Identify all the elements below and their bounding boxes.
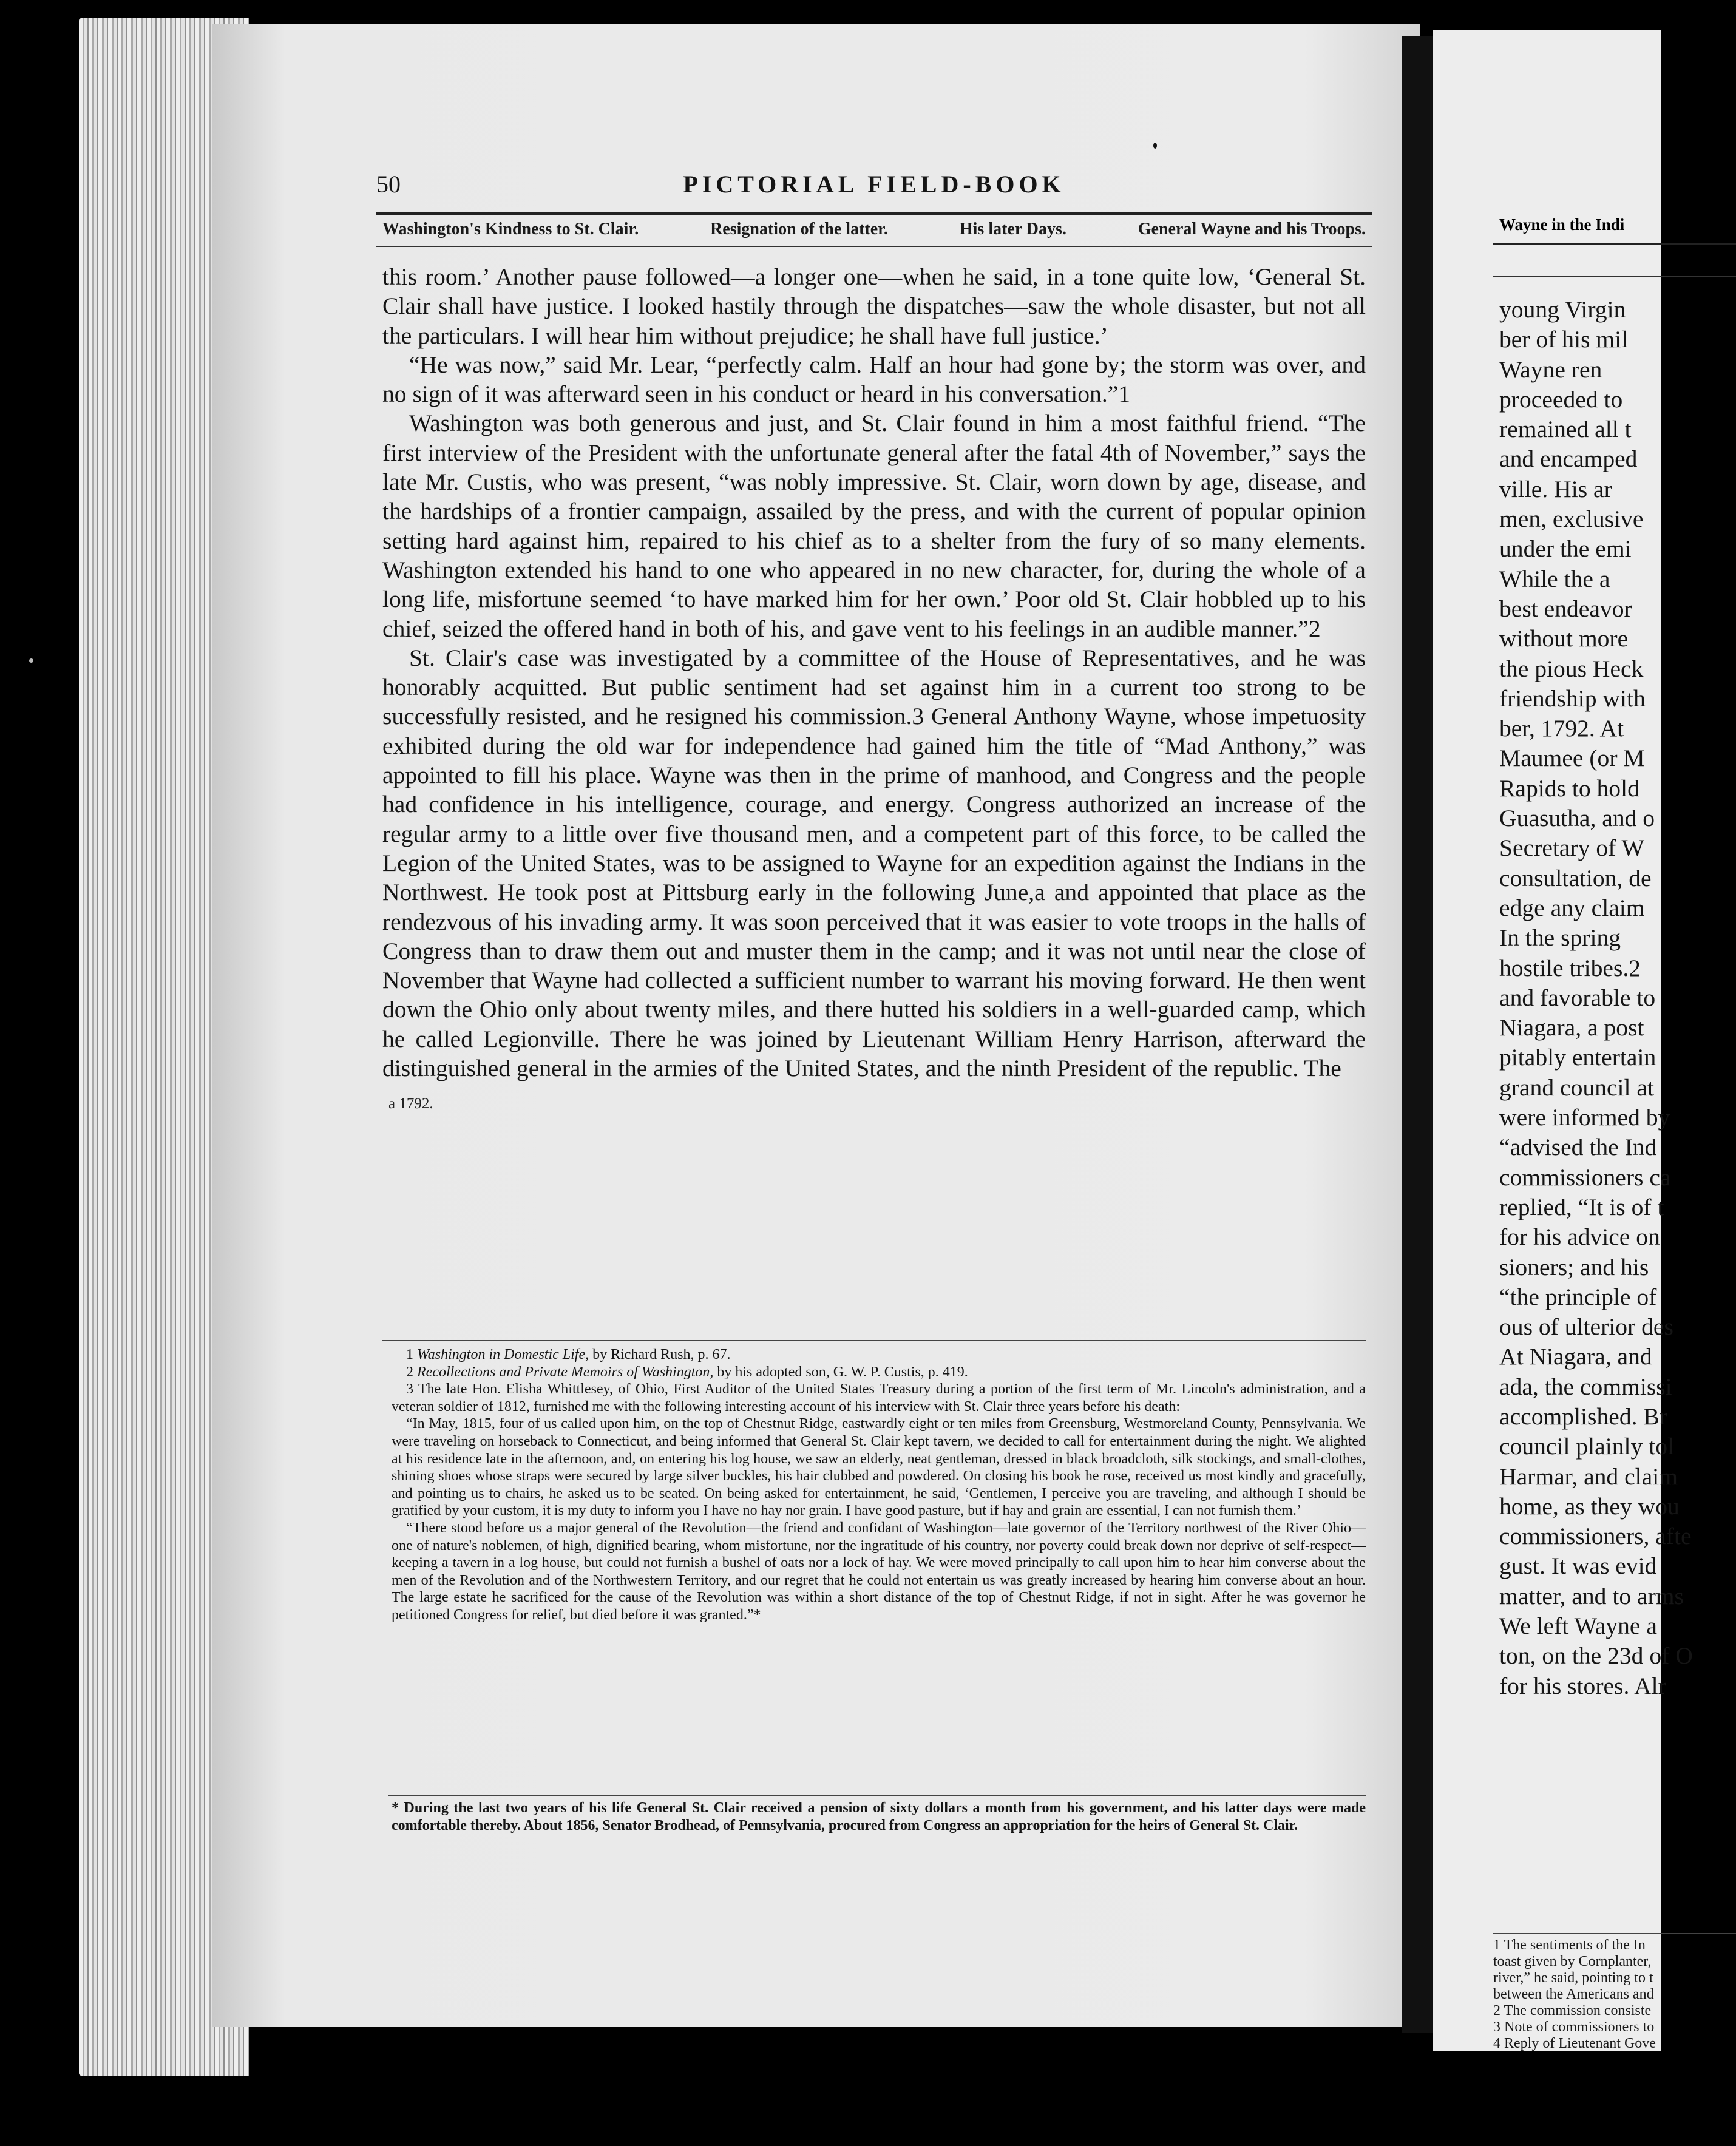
facing-line: hostile tribes.2 <box>1499 954 1641 981</box>
facing-line: friendship with <box>1499 685 1646 712</box>
facing-line: Harmar, and claim <box>1499 1463 1678 1490</box>
facing-line: edge any claim <box>1499 894 1645 921</box>
facing-footnote-rule <box>1493 1933 1736 1934</box>
facing-footnote-line: toast given by Cornplanter, <box>1493 1954 1652 1969</box>
topic-2: Resignation of the latter. <box>710 220 888 239</box>
facing-line: for his stores. Alr <box>1499 1672 1666 1699</box>
facing-page-footnotes <box>1493 1937 1656 2052</box>
facing-line: grand council at <box>1499 1074 1654 1101</box>
footnote-3: 3 The late Hon. Elisha Whittlesey, of Ohio, First Auditor of the United States Treasury during a portion of the first term of Mr. Lincoln's administration, and a veteran soldier of 1812, furnished me with the following interesting account of his interview with St. Clair three years before his death: <box>392 1381 1366 1415</box>
facing-line: While the a <box>1499 565 1610 592</box>
facing-line: ville. His ar <box>1499 475 1612 503</box>
facing-header-rule-bottom <box>1493 276 1736 277</box>
facing-line: In the spring <box>1499 924 1621 952</box>
body-text <box>382 262 1366 1083</box>
facing-line: Maumee (or M <box>1499 745 1645 772</box>
facing-line: commissioners, afte <box>1499 1523 1692 1550</box>
facing-line: Rapids to hold <box>1499 774 1639 802</box>
facing-page <box>1433 30 1693 2051</box>
paragraph-3: Washington was both generous and just, and St. Clair found in him a most faithful friend. “The first interview of the President with the unfortunate general after the fatal 4th of November,” says the late Mr. Custis, who was present, “was nobly impressive. St. Clair, worn down by age, disease, and the hardships of a frontier campaign, assailed by the press, and with the current of popular opinion setting hard against him, repaired to his chief as to a shelter from the fury of so many elements. Washington extended his hand to one who appeared in no new character, for, during the whole of a long life, misfortune seemed ‘to have marked him for her own.’ Poor old St. Clair hobbled up to his chief, seized the offered hand in both of his, and gave vent to his feelings in an audible manner.”2 <box>382 410 1366 642</box>
facing-line: Wayne ren <box>1499 356 1602 383</box>
facing-line: ous of ulterior des <box>1499 1313 1673 1341</box>
facing-page-text <box>1499 295 1693 1701</box>
topic-4: General Wayne and his Troops. <box>1138 220 1366 239</box>
facing-line: sioners; and his <box>1499 1253 1649 1281</box>
facing-line: remained all t <box>1499 416 1632 443</box>
scan-speck <box>1153 143 1157 149</box>
page-number: 50 <box>376 171 401 198</box>
facing-line: Guasutha, and o <box>1499 805 1655 832</box>
facing-line: accomplished. Br <box>1499 1403 1667 1430</box>
facing-footnote-line: 2 The commission consiste <box>1493 2003 1652 2019</box>
facing-line: and favorable to <box>1499 984 1656 1011</box>
facing-line: ada, the commissi <box>1499 1373 1672 1400</box>
facing-line: Niagara, a post <box>1499 1014 1644 1041</box>
facing-line: ber, 1792. At <box>1499 715 1624 742</box>
facing-line: proceeded to <box>1499 385 1623 413</box>
facing-page-topic: Wayne in the Indi <box>1499 215 1625 234</box>
facing-line: men, exclusive <box>1499 506 1644 533</box>
facing-line: Secretary of W <box>1499 834 1644 862</box>
facing-line: At Niagara, and <box>1499 1343 1652 1370</box>
margin-date-note: a 1792. <box>388 1095 433 1112</box>
facing-line: gust. It was evid <box>1499 1552 1657 1580</box>
facing-line: consultation, de <box>1499 864 1652 892</box>
header-rule-bottom <box>376 246 1372 247</box>
paragraph-4: St. Clair's case was investigated by a committee of the House of Representatives, and he was honorably acquitted. But public sentiment had set against him in a current too strong to be successfully resisted, and he resigned his commission.3 General Anthony Wayne, whose impetuosity exhibited during the old war for independence had gained him the title of “Mad Anthony,” was appointed to fill his place. Wayne was then in the prime of manhood, and Congress and the people had confidence in his intelligence, courage, and energy. Congress authorized an increase of the regular army to a little over five thousand men, and a competent part of this force, to be called the Legion of the United States, was to be assigned to Wayne for an expedition against the Indians in the Northwest. He took post at Pittsburg early in the following June,a and appointed that place as the rendezvous of his invading army. It was soon perceived that it was easier to vote troops in the halls of Congress than to draw them out and muster them in the camp; and it was not until near the close of November that Wayne had collected a sufficient number to warrant his moving forward. He then went down the Ohio only about twenty miles, and there hutted his soldiers in a well-guarded camp, which he called Legionville. There he was joined by Lieutenant William Henry Harrison, afterward the distinguished general in the armies of the United States, and the ninth President of the republic. The <box>382 644 1366 1082</box>
facing-line: council plainly tol <box>1499 1433 1674 1460</box>
paragraph-1: this room.’ Another pause followed—a longer one—when he said, in a tone quite low, ‘General St. Clair shall have justice. I looked hastily through the dispatches—saw the whole disaster, but not all the particulars. I will hear him without prejudice; he shall have full justice.’ <box>382 263 1366 349</box>
facing-line: “advised the Ind <box>1499 1134 1657 1161</box>
sub-footnote-rule <box>388 1795 1366 1796</box>
facing-line: replied, “It is of t <box>1499 1193 1664 1220</box>
facing-line: and encamped <box>1499 445 1638 473</box>
header-rule-top <box>376 212 1372 215</box>
facing-footnote-line: between the Americans and <box>1493 1986 1654 2002</box>
topic-3: His later Days. <box>959 220 1066 239</box>
facing-line: commissioners ca <box>1499 1163 1671 1191</box>
topic-1: Washington's Kindness to St. Clair. <box>382 220 639 239</box>
facing-footnote-line: 4 Reply of Lieutenant Gove <box>1493 2036 1656 2051</box>
scan-speck <box>29 658 33 663</box>
facing-line: ton, on the 23d of O <box>1499 1642 1693 1670</box>
facing-line: “the principle of <box>1499 1283 1657 1310</box>
facing-footnote-line: 1 The sentiments of the In <box>1493 1937 1646 1953</box>
facing-line: were informed by <box>1499 1104 1670 1131</box>
facing-line: ber of his mil <box>1499 326 1629 353</box>
facing-footnote-line: 3 Note of commissioners to <box>1493 2019 1655 2035</box>
sub-footnote: * During the last two years of his life General St. Clair received a pension of sixty dollars a month from his government, and his latter days were made comfortable thereby. About 1856, Senator Brodhead, of Pennsylvania, procured from Congress an appropriation for the heirs of General St. Clair. <box>392 1800 1366 1833</box>
running-title: PICTORIAL FIELD-BOOK <box>683 171 1065 198</box>
facing-line: without more <box>1499 625 1629 652</box>
topic-line <box>382 220 1366 239</box>
facing-line: the pious Heck <box>1499 655 1644 682</box>
footnotes <box>392 1346 1366 1624</box>
footnote-rule <box>382 1340 1366 1341</box>
footnote-2: 2 Recollections and Private Memoirs of Washington, by his adopted son, G. W. P. Custis, p. 419. <box>406 1364 968 1380</box>
facing-line: for his advice on <box>1499 1224 1660 1251</box>
facing-line: matter, and to arms <box>1499 1582 1684 1609</box>
footnote-1: 1 Washington in Domestic Life, by Richard Rush, p. 67. <box>406 1347 731 1362</box>
facing-line: young Virgin <box>1499 296 1626 323</box>
facing-header-rule-top <box>1493 243 1736 245</box>
facing-line: pitably entertain <box>1499 1044 1656 1071</box>
facing-line: best endeavor <box>1499 595 1632 622</box>
facing-line: We left Wayne a <box>1499 1613 1657 1640</box>
paragraph-2: “He was now,” said Mr. Lear, “perfectly calm. Half an hour had gone by; the storm was over, and no sign of it was afterward seen in his conduct or heard in his conversation.”1 <box>382 351 1366 408</box>
facing-line: under the emi <box>1499 535 1632 563</box>
footnote-3-quote-1: “In May, 1815, four of us called upon him, on the top of Chestnut Ridge, eastwardly eight or ten miles from Greensburg, Westmoreland County, Pennsylvania. We were traveling on horseback to Connecticut, and being informed that General St. Clair kept tavern, we decided to call for entertainment during the night. We alighted at his residence late in the afternoon, and, on entering his log house, we saw an elderly, neat gentleman, dressed in black broadcloth, silk stockings, and small-clothes, shining shoes whose straps were secured by large silver buckles, his hair clubbed and powdered. On closing his book he rose, received us most kindly and gracefully, and pointing us to chairs, he asked us to be seated. On being asked for entertainment, he said, ‘Gentlemen, I perceive you are traveling, and although I should be gratified by your custom, it is my duty to inform you I have no hay nor grain. I have good pasture, but if hay and grain are essential, I can not furnish them.’ <box>392 1416 1366 1519</box>
facing-line: home, as they wou <box>1499 1492 1680 1520</box>
footnote-3-quote-2: “There stood before us a major general of the Revolution—the friend and confidant of Washington—late governor of the Territory northwest of the River Ohio—one of nature's noblemen, of high, dignified bearing, whom misfortune, nor the ingratitude of his country, nor poverty could break down nor deprive of self-respect—keeping a tavern in a log house, but could not furnish a bushel of oats nor a lock of hay. We were moved principally to call upon him to hear him converse about the men of the Revolution and of the Northwestern Territory, and our regret that he could not entertain us was greatly increased by hearing him converse about an hour. The large estate he sacrificed for the cause of the Revolution was within a short distance of the top of Chestnut Ridge, if not in sight. After he was governor he petitioned Congress for relief, but died before it was granted.”* <box>392 1520 1366 1623</box>
facing-footnote-line: river,” he said, pointing to t <box>1493 1970 1653 1986</box>
